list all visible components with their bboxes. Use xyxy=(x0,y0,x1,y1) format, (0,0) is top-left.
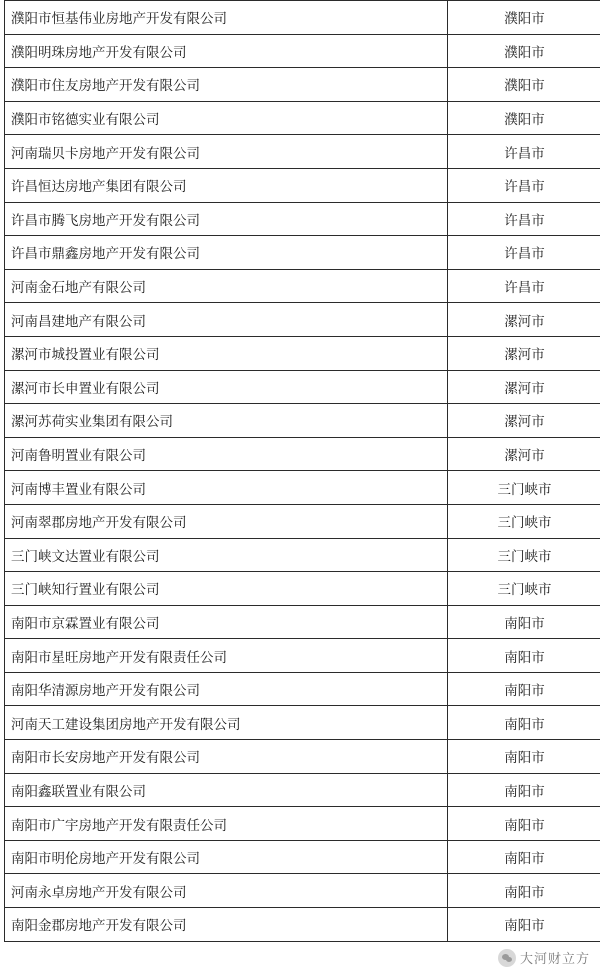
company-name-cell: 南阳市星旺房地产开发有限责任公司 xyxy=(5,639,448,673)
table-row xyxy=(5,572,600,606)
city-cell: 濮阳市 xyxy=(448,34,600,68)
table-row xyxy=(5,404,600,438)
city-cell: 漯河市 xyxy=(448,404,600,438)
city-cell: 南阳市 xyxy=(448,639,600,673)
city-cell: 三门峡市 xyxy=(448,471,600,505)
city-cell: 三门峡市 xyxy=(448,504,600,538)
city-cell: 南阳市 xyxy=(448,672,600,706)
table-row xyxy=(5,1,600,35)
city-cell: 漯河市 xyxy=(448,370,600,404)
company-name-cell: 濮阳市住友房地产开发有限公司 xyxy=(5,68,448,102)
table-row xyxy=(5,168,600,202)
city-cell: 许昌市 xyxy=(448,135,600,169)
city-cell: 许昌市 xyxy=(448,269,600,303)
city-cell: 三门峡市 xyxy=(448,572,600,606)
city-cell: 濮阳市 xyxy=(448,101,600,135)
table-row xyxy=(5,135,600,169)
table-row xyxy=(5,605,600,639)
table-row xyxy=(5,840,600,874)
company-name-cell: 漯河市城投置业有限公司 xyxy=(5,336,448,370)
watermark xyxy=(496,946,594,969)
table-row xyxy=(5,34,600,68)
company-name-cell: 南阳市长安房地产开发有限公司 xyxy=(5,740,448,774)
city-cell: 濮阳市 xyxy=(448,1,600,35)
company-name-cell: 漯河苏荷实业集团有限公司 xyxy=(5,404,448,438)
watermark-text: 大河财立方 xyxy=(519,952,590,967)
table-row xyxy=(5,101,600,135)
city-cell: 南阳市 xyxy=(448,706,600,740)
city-cell: 南阳市 xyxy=(448,908,600,942)
company-name-cell: 河南昌建地产有限公司 xyxy=(5,303,448,337)
document-page xyxy=(4,0,593,975)
company-name-cell: 南阳鑫联置业有限公司 xyxy=(5,773,448,807)
table-row xyxy=(5,303,600,337)
table-row xyxy=(5,336,600,370)
table-row xyxy=(5,874,600,908)
city-cell: 三门峡市 xyxy=(448,538,600,572)
table-row xyxy=(5,437,600,471)
company-name-cell: 南阳华清源房地产开发有限公司 xyxy=(5,672,448,706)
table-row xyxy=(5,740,600,774)
company-name-cell: 三门峡文达置业有限公司 xyxy=(5,538,448,572)
company-name-cell: 南阳金郡房地产开发有限公司 xyxy=(5,908,448,942)
city-cell: 许昌市 xyxy=(448,168,600,202)
company-name-cell: 濮阳市铭德实业有限公司 xyxy=(5,101,448,135)
table-row xyxy=(5,504,600,538)
company-name-cell: 许昌恒达房地产集团有限公司 xyxy=(5,168,448,202)
city-cell: 许昌市 xyxy=(448,202,600,236)
city-cell: 漯河市 xyxy=(448,303,600,337)
company-name-cell: 许昌市腾飞房地产开发有限公司 xyxy=(5,202,448,236)
table-row xyxy=(5,68,600,102)
table-row xyxy=(5,269,600,303)
city-cell: 许昌市 xyxy=(448,236,600,270)
city-cell: 南阳市 xyxy=(448,840,600,874)
table-row xyxy=(5,236,600,270)
table-row xyxy=(5,639,600,673)
company-name-cell: 南阳市明伦房地产开发有限公司 xyxy=(5,840,448,874)
table-row xyxy=(5,773,600,807)
company-name-cell: 河南天工建设集团房地产开发有限公司 xyxy=(5,706,448,740)
city-cell: 漯河市 xyxy=(448,437,600,471)
company-name-cell: 南阳市广宇房地产开发有限责任公司 xyxy=(5,807,448,841)
table-row xyxy=(5,807,600,841)
table-row xyxy=(5,370,600,404)
company-name-cell: 河南翠郡房地产开发有限公司 xyxy=(5,504,448,538)
city-cell: 南阳市 xyxy=(448,807,600,841)
table-body xyxy=(5,1,600,942)
table-row xyxy=(5,706,600,740)
table-row xyxy=(5,672,600,706)
table-row xyxy=(5,908,600,942)
company-name-cell: 三门峡知行置业有限公司 xyxy=(5,572,448,606)
company-name-cell: 河南鲁明置业有限公司 xyxy=(5,437,448,471)
company-name-cell: 濮阳市恒基伟业房地产开发有限公司 xyxy=(5,1,448,35)
company-table xyxy=(4,0,600,942)
wechat-icon xyxy=(498,949,516,967)
city-cell: 漯河市 xyxy=(448,336,600,370)
table-row xyxy=(5,202,600,236)
company-name-cell: 河南永卓房地产开发有限公司 xyxy=(5,874,448,908)
company-name-cell: 河南金石地产有限公司 xyxy=(5,269,448,303)
city-cell: 南阳市 xyxy=(448,740,600,774)
city-cell: 南阳市 xyxy=(448,874,600,908)
company-name-cell: 漯河市长申置业有限公司 xyxy=(5,370,448,404)
company-name-cell: 河南瑞贝卡房地产开发有限公司 xyxy=(5,135,448,169)
table-row xyxy=(5,538,600,572)
table-row xyxy=(5,471,600,505)
company-name-cell: 濮阳明珠房地产开发有限公司 xyxy=(5,34,448,68)
company-name-cell: 南阳市京霖置业有限公司 xyxy=(5,605,448,639)
company-name-cell: 许昌市鼎鑫房地产开发有限公司 xyxy=(5,236,448,270)
company-name-cell: 河南博丰置业有限公司 xyxy=(5,471,448,505)
city-cell: 濮阳市 xyxy=(448,68,600,102)
city-cell: 南阳市 xyxy=(448,605,600,639)
city-cell: 南阳市 xyxy=(448,773,600,807)
